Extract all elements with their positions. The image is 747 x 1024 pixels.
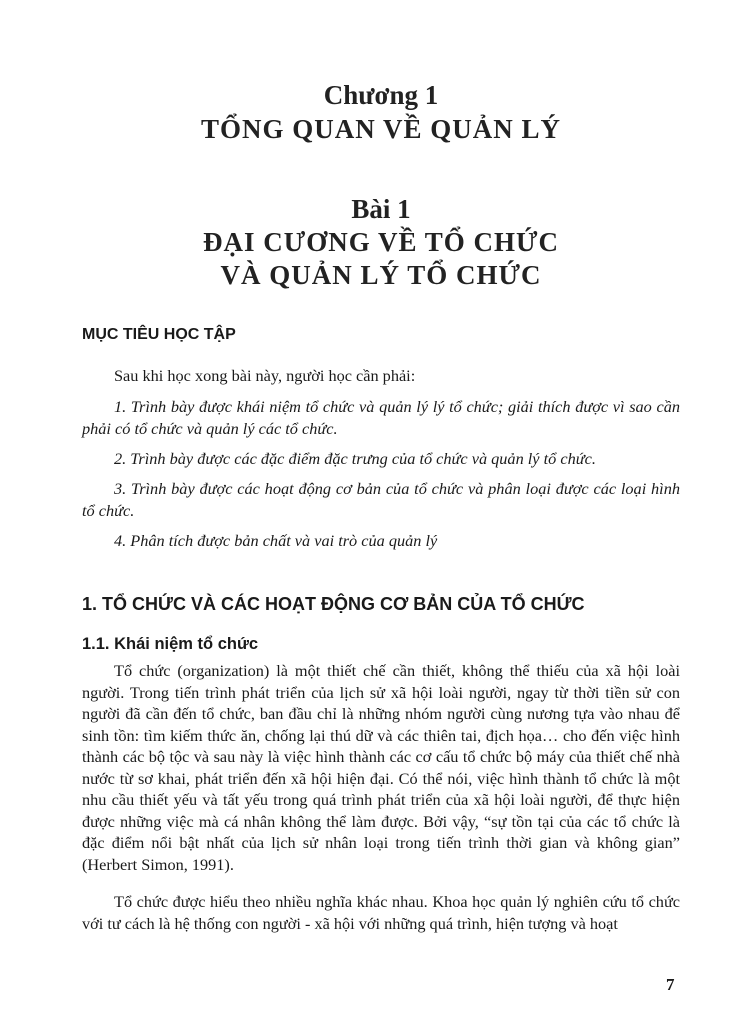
lesson-title-line1: ĐẠI CƯƠNG VỀ TỔ CHỨC: [202, 227, 560, 257]
lesson-title-line2: VÀ QUẢN LÝ TỔ CHỨC: [220, 260, 542, 290]
objectives-heading: MỤC TIÊU HỌC TẬP: [82, 326, 236, 343]
objective-item: 3. Trình bày được các hoạt động cơ bản của tổ chức và phân loại được các loại hình tổ chức.: [82, 479, 680, 520]
chapter-label: Chương 1: [323, 80, 439, 110]
body-paragraph: Tổ chức (organization) là một thiết chế cần thiết, không thể thiếu của xã hội loài người. Trong tiến trình phát triển của lịch sử xã hội loài người, ngay từ thời tiền sử con người đã cần đến tổ chức, ban đầu chỉ là những nhóm người cùng nương tựa vào nhau để sinh tồn: tìm kiếm thức ăn, chống lại thú dữ và các thiên tai, địch họa… cho đến việc hình thành các bộ tộc và sau này là việc hình thành các cơ cấu tổ chức bộ máy của thiết chế nhà nước từ sơ khai, phát triển đến xã hội hiện đại. Có thể nói, việc hình thành tổ chức là một nhu cầu thiết yếu và tất yếu trong quá trình phát triển của xã hội loài người, để thực hiện được những việc mà cá nhân không thể làm được. Bởi vậy, “sự tồn tại của các tổ chức là đặc điểm nổi bật nhất của lịch sử nhân loại trong tiến trình thời gian và không gian” (Herbert Simon, 1991).: [82, 661, 680, 874]
section-heading: 1. TỔ CHỨC VÀ CÁC HOẠT ĐỘNG CƠ BẢN CỦA TỔ CHỨC: [82, 594, 585, 614]
body-paragraph: Tổ chức được hiểu theo nhiều nghĩa khác nhau. Khoa học quản lý nghiên cứu tổ chức với tư cách là hệ thống con người - xã hội với những quá trình, hiện tượng và hoạt: [82, 892, 680, 933]
objectives-intro: Sau khi học xong bài này, người học cần phải:: [114, 366, 416, 385]
subsection-heading: 1.1. Khái niệm tổ chức: [82, 635, 259, 653]
page-number: 7: [666, 975, 675, 994]
lesson-label: Bài 1: [351, 194, 411, 224]
objective-item: 2. Trình bày được các đặc điểm đặc trưng của tổ chức và quản lý tổ chức.: [114, 449, 596, 468]
objective-item: 1. Trình bày được khái niệm tổ chức và quản lý lý tổ chức; giải thích được vì sao cần phải có tổ chức và quản lý các tổ chức.: [82, 397, 680, 438]
objective-item: 4. Phân tích được bản chất và vai trò của quản lý: [114, 531, 438, 550]
chapter-title: TỔNG QUAN VỀ QUẢN LÝ: [200, 114, 562, 144]
